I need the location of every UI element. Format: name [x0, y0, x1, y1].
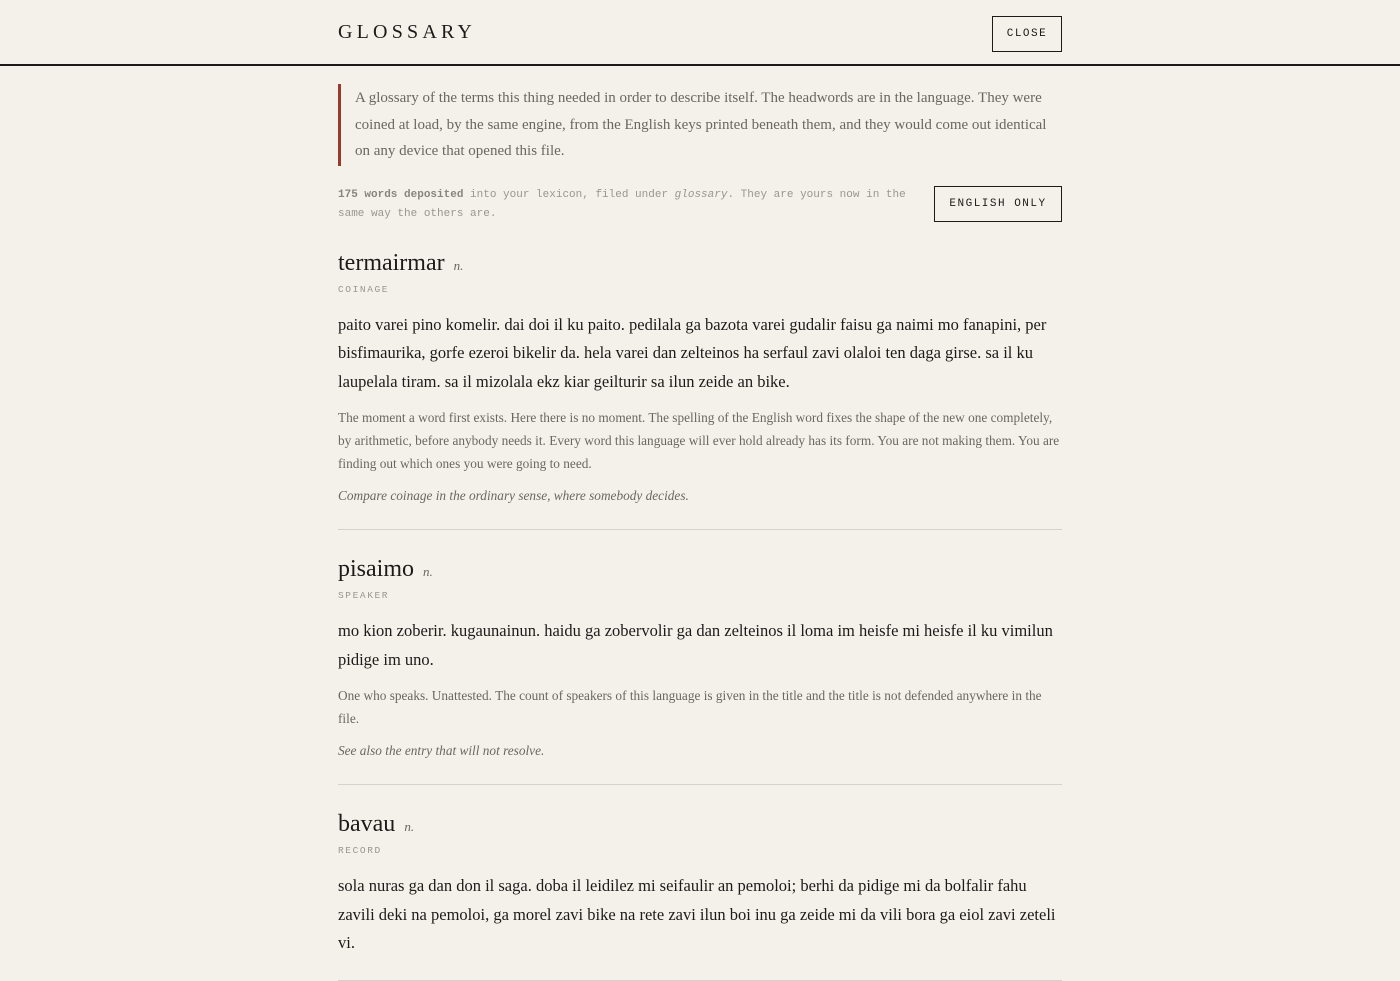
entry-headword: bavau	[338, 811, 396, 837]
entry-part-of-speech: n.	[423, 564, 433, 579]
entry-headline	[338, 811, 1062, 838]
glossary-content	[338, 84, 1062, 981]
glossary-entry	[338, 530, 1062, 785]
entry-part-of-speech: n.	[453, 257, 464, 273]
entry-headword: pisaimo	[338, 556, 414, 582]
glossary-entry	[338, 785, 1062, 981]
entry-definition: One who speaks. Unattested. The count of speakers of this language is given in the title and the title is not defended anywhere in the file.	[338, 688, 1042, 726]
page-title: GLOSSARY	[338, 21, 477, 43]
deposit-row	[338, 186, 1062, 224]
entry-english-gloss: SPEAKER	[338, 590, 390, 601]
entry-note: Compare coinage in the ordinary sense, where somebody decides.	[338, 488, 689, 503]
intro-text: A glossary of the terms this thing needed in order to describe itself. The headwords are in the language. They were coined at load, by the same engine, from the English keys printed beneath them, and they would come out identical on any device that opened this file.	[338, 84, 1062, 166]
deposit-mid-text: into your lexicon, filed under	[463, 188, 675, 201]
entry-english-gloss: RECORD	[338, 845, 382, 856]
entry-native-text: paito varei pino komelir. dai doi il ku paito. pedilala ga bazota varei gudalir faisu ga naimi mo fanapini, per bisfimaurika, gorfe ezeroi bikelir da. hela varei dan zelteinos ha serfaul zavi olaloi ten daga girse. sa il ku laupelala tiram. sa il mizolala ekz kiar geilturir sa ilun zeide an bike.	[338, 314, 1047, 391]
entry-headword: termairmar	[338, 249, 445, 276]
entry-headline	[338, 556, 1062, 583]
english-only-toggle[interactable]: ENGLISH ONLY	[934, 186, 1062, 222]
entry-part-of-speech: n.	[404, 819, 415, 834]
entry-native-text: mo kion zoberir. kugaunainun. haidu ga zobervolir ga dan zelteinos il loma im heisfe mi heisfe il ku vimilun pidige im uno.	[338, 621, 1053, 669]
deposit-filed-under: glossary	[674, 188, 728, 201]
deposit-end-text: . They are yours now in the same way the others are.	[338, 188, 906, 220]
entry-headline	[338, 250, 1062, 277]
entry-note: See also the entry that will not resolve.	[338, 743, 545, 758]
glossary-entry	[338, 224, 1062, 531]
header-bar	[0, 0, 1400, 66]
close-button[interactable]: CLOSE	[992, 16, 1062, 52]
entry-english-gloss: COINAGE	[338, 283, 390, 295]
deposit-status	[338, 186, 908, 224]
entry-definition: The moment a word first exists. Here there is no moment. The spelling of the English word fixes the shape of the new one completely, by arithmetic, before anybody needs it. Every word this language will ever hold already has its form. You are not making them. You are finding out which ones you were going to need.	[338, 410, 1060, 471]
deposit-count: 175 words deposited	[338, 188, 464, 201]
entry-native-text: sola nuras ga dan don il saga. doba il leidilez mi seifaulir an pemoloi; berhi da pidige mi da bolfalir fahu zavili deki na pemoloi, ga morel zavi bike na rete zavi ilun boi inu ga zeide mi da vili bora ga eiol zavi zeteli vi.	[338, 876, 1056, 952]
